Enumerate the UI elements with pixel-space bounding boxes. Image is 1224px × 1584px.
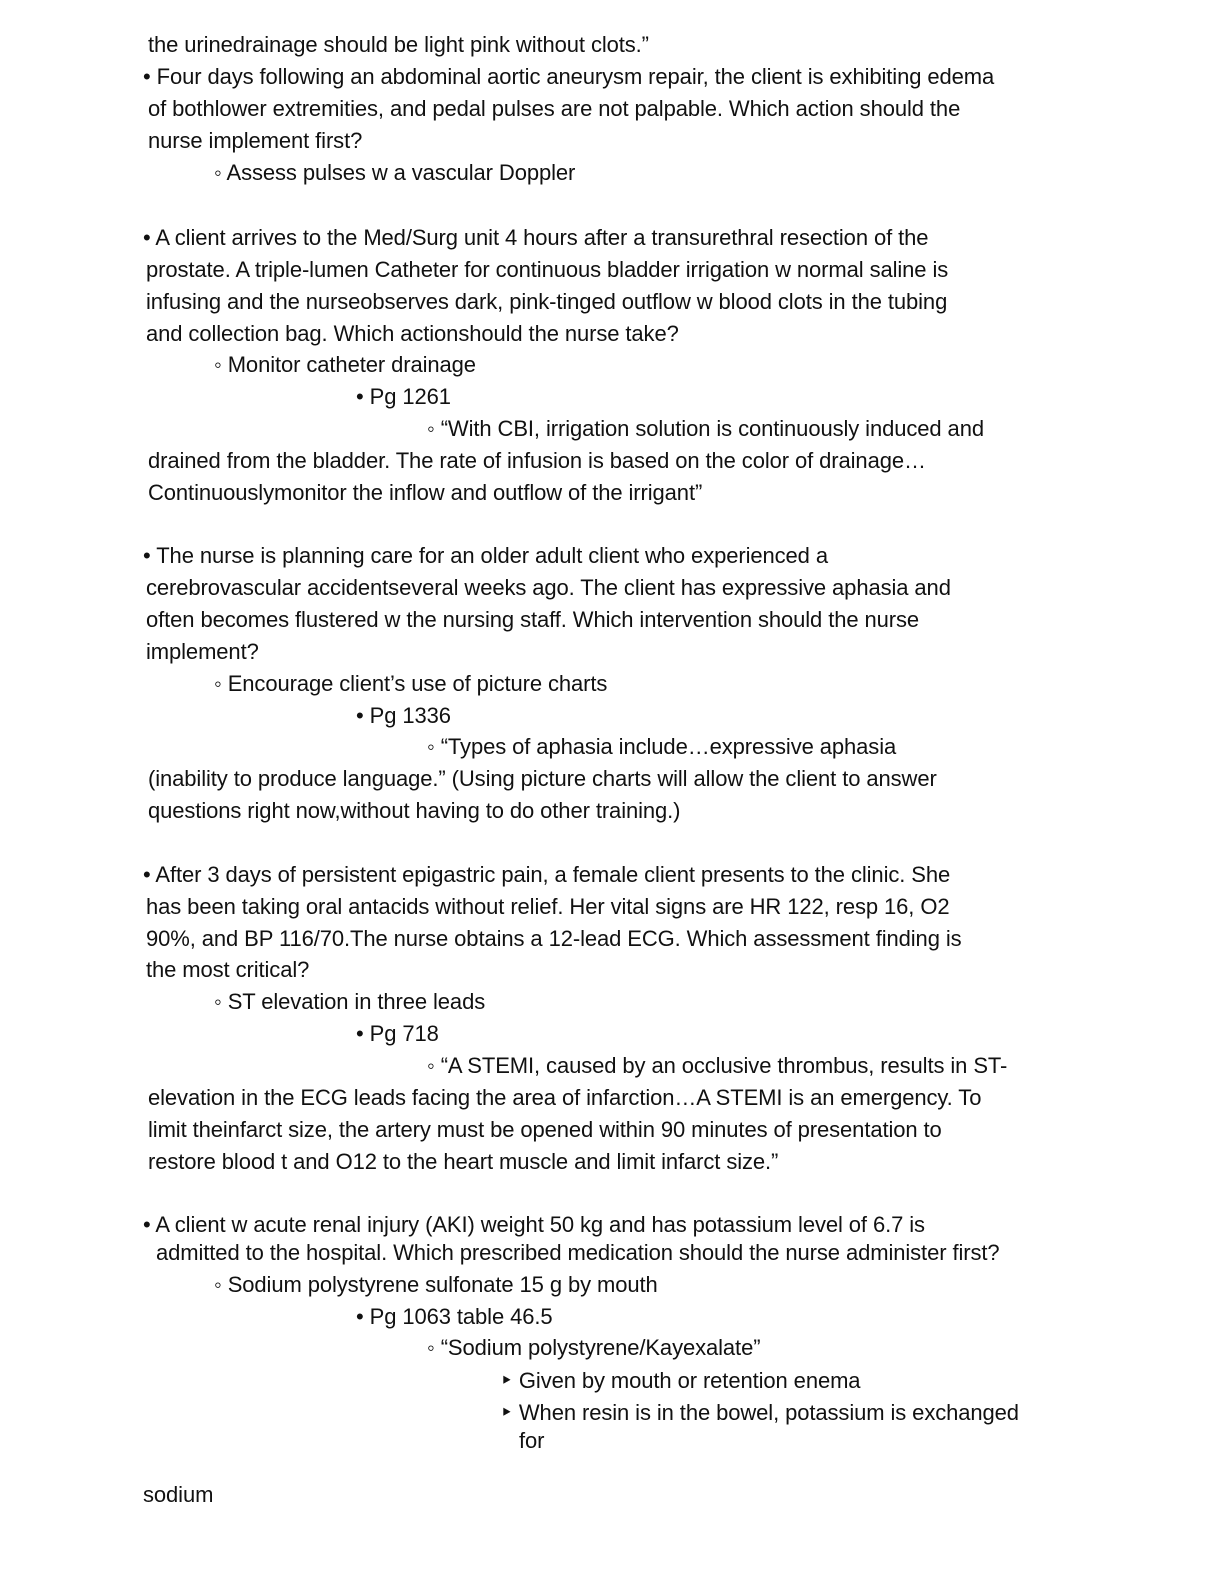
quote-line: ◦ “With CBI, irrigation solution is continuously induced and: [427, 416, 984, 441]
text-line: nurse implement first?: [148, 128, 363, 153]
answer-line: ◦ ST elevation in three leads: [214, 989, 486, 1014]
text-line: often becomes flustered w the nursing staff. Which intervention should the nurse: [146, 607, 920, 632]
text-line: questions right now,without having to do other training.): [148, 798, 681, 823]
text-line: prostate. A triple-lumen Catheter for continuous bladder irrigation w normal saline is: [146, 257, 949, 282]
text-line: drained from the bladder. The rate of infusion is based on the color of drainage…: [148, 448, 926, 473]
quote-line: ◦ “Types of aphasia include…expressive aphasia: [427, 734, 897, 759]
answer-line: ◦ Sodium polystyrene sulfonate 15 g by mouth: [214, 1272, 658, 1297]
text-line: of bothlower extremities, and pedal pulses are not palpable. Which action should the: [148, 96, 961, 121]
reference-line: • Pg 1336: [356, 703, 451, 728]
text-line: the most critical?: [146, 957, 310, 982]
question-bullet-line: • After 3 days of persistent epigastric pain, a female client presents to the clinic. She: [143, 862, 951, 887]
text-line: sodium: [143, 1482, 214, 1507]
text-line: infusing and the nurseobserves dark, pink-tinged outflow w blood clots in the tubing: [146, 289, 948, 314]
text-line: elevation in the ECG leads facing the area of infarction…A STEMI is an emergency. To: [148, 1085, 982, 1110]
text-line: cerebrovascular accidentseveral weeks ago. The client has expressive aphasia and: [146, 575, 951, 600]
text-line: (inability to produce language.” (Using picture charts will allow the client to answer: [148, 766, 937, 791]
text-line: Continuouslymonitor the inflow and outflow of the irrigant”: [148, 480, 703, 505]
text-line: has been taking oral antacids without relief. Her vital signs are HR 122, resp 16, O2: [146, 894, 950, 919]
detail-line: ‣ When resin is in the bowel, potassium is exchanged: [500, 1400, 1019, 1425]
text-line: restore blood t and O12 to the heart muscle and limit infarct size.”: [148, 1149, 779, 1174]
text-line: admitted to the hospital. Which prescribed medication should the nurse administer first?: [156, 1240, 1000, 1265]
text-line: 90%, and BP 116/70.The nurse obtains a 12-lead ECG. Which assessment finding is: [146, 926, 962, 951]
reference-line: • Pg 718: [356, 1021, 439, 1046]
detail-line: ‣ Given by mouth or retention enema: [500, 1368, 861, 1393]
question-bullet-line: • A client arrives to the Med/Surg unit 4 hours after a transurethral resection of the: [143, 225, 929, 250]
quote-line: ◦ “A STEMI, caused by an occlusive thrombus, results in ST-: [427, 1053, 1008, 1078]
text-line: limit theinfarct size, the artery must be opened within 90 minutes of presentation to: [148, 1117, 942, 1142]
question-bullet-line: • The nurse is planning care for an older adult client who experienced a: [143, 543, 828, 568]
answer-line: ◦ Encourage client’s use of picture charts: [214, 671, 608, 696]
reference-line: • Pg 1261: [356, 384, 451, 409]
text-line: for: [519, 1428, 545, 1453]
answer-line: ◦ Assess pulses w a vascular Doppler: [214, 160, 576, 185]
reference-line: • Pg 1063 table 46.5: [356, 1304, 553, 1329]
answer-line: ◦ Monitor catheter drainage: [214, 352, 476, 377]
question-bullet-line: • A client w acute renal injury (AKI) weight 50 kg and has potassium level of 6.7 is: [143, 1212, 925, 1237]
quote-line: ◦ “Sodium polystyrene/Kayexalate”: [427, 1335, 761, 1360]
question-bullet-line: • Four days following an abdominal aortic aneurysm repair, the client is exhibiting edema: [143, 64, 995, 89]
text-line: and collection bag. Which actionshould the nurse take?: [146, 321, 679, 346]
text-line: implement?: [146, 639, 259, 664]
text-line: the urinedrainage should be light pink without clots.”: [148, 32, 649, 57]
